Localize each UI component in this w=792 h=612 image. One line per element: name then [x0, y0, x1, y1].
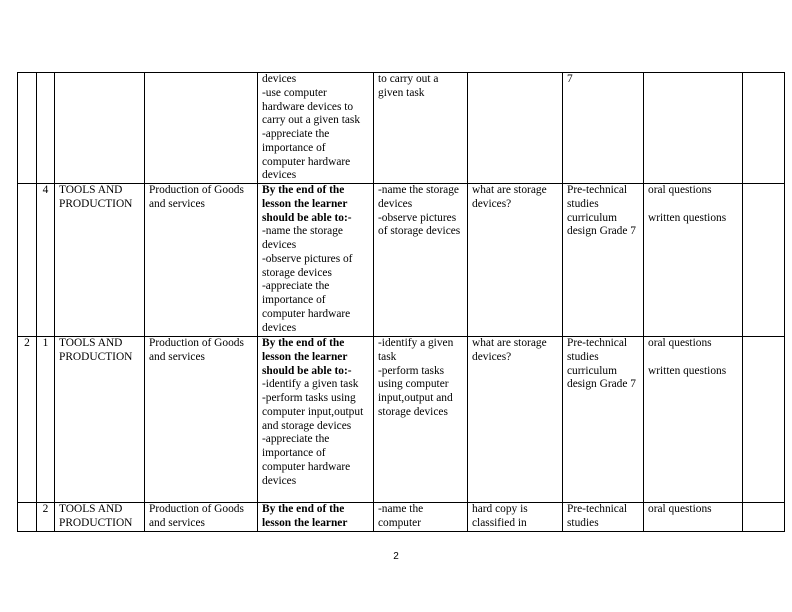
assessment-cell: [644, 184, 743, 337]
cell-text: TOOLS AND PRODUCTION: [59, 184, 133, 210]
cell-text: -name the storage devices: [262, 225, 343, 251]
week-cell: [18, 73, 37, 184]
cell-text: -use computer hardware devices to carry out a given task: [262, 86, 361, 127]
cell-text: 2: [24, 337, 30, 349]
cell-text: what are storage devices?: [472, 184, 547, 210]
cell-text: TOOLS AND PRODUCTION: [59, 337, 133, 363]
inquiry-question-cell: [468, 73, 563, 184]
cell-text: 2: [42, 503, 49, 515]
table-row: [18, 184, 785, 337]
cell-text: written questions: [648, 211, 727, 224]
sub-strand-cell: [145, 503, 258, 532]
page-number: 2: [393, 551, 399, 562]
cell-text: -appreciate the importance of computer hardware devices: [262, 280, 351, 334]
sub-strand-cell: [145, 337, 258, 503]
cell-text: -observe pictures of storage devices: [378, 211, 461, 238]
week-cell: [18, 184, 37, 337]
assessment-cell: [644, 503, 743, 532]
learning-activities-cell: [374, 184, 468, 337]
learning-outcomes-cell: [258, 503, 374, 532]
cell-text: Production of Goods and services: [149, 503, 244, 529]
lesson-cell: [37, 73, 55, 184]
lesson-cell: [37, 503, 55, 532]
inquiry-question-cell: [468, 184, 563, 337]
cell-text: what are storage devices?: [472, 337, 547, 363]
strand-cell: [55, 337, 145, 503]
lesson-cell: [37, 184, 55, 337]
cell-text: Production of Goods and services: [149, 184, 244, 210]
cell-text: -name the storage devices: [378, 184, 459, 210]
cell-text: -identify a given task: [262, 378, 359, 391]
learning-activities-cell: [374, 503, 468, 532]
strand-cell: [55, 503, 145, 532]
cell-text: hard copy is classified in: [472, 503, 528, 529]
inquiry-question-cell: [468, 337, 563, 503]
sub-strand-cell: [145, 184, 258, 337]
cell-text: oral questions: [648, 503, 712, 515]
sub-strand-cell: [145, 73, 258, 184]
week-cell: [18, 337, 37, 503]
remarks-cell: [743, 184, 785, 337]
cell-text: 1: [42, 337, 49, 349]
learning-activities-cell: [374, 73, 468, 184]
cell-text: -identify a given task: [378, 337, 454, 363]
cell-text: -appreciate the importance of computer hardware devices: [262, 433, 351, 487]
remarks-cell: [743, 503, 785, 532]
cell-text: 4: [42, 184, 49, 196]
cell-text: TOOLS AND PRODUCTION: [59, 503, 133, 529]
cell-text: Production of Goods and services: [149, 337, 244, 363]
outcomes-title: By the end of the lesson the learner: [262, 503, 348, 529]
learning-activities-cell: [374, 337, 468, 503]
learning-outcomes-cell: [258, 337, 374, 503]
resources-cell: [563, 184, 644, 337]
cell-text: oral questions: [648, 184, 712, 196]
remarks-cell: [743, 337, 785, 503]
cell-text: written questions: [648, 364, 727, 377]
lesson-cell: [37, 337, 55, 503]
cell-text: -observe pictures of storage devices: [262, 252, 353, 279]
resources-cell: [563, 337, 644, 503]
table-row: [18, 337, 785, 503]
cell-text: oral questions: [648, 337, 712, 349]
assessment-cell: [644, 73, 743, 184]
scheme-of-work-table: [17, 72, 785, 532]
cell-text: -perform tasks using computer input,output and storage devices: [262, 392, 364, 432]
cell-text: Pre-technical studies curriculum design Grade 7: [567, 184, 636, 238]
strand-cell: [55, 184, 145, 337]
resources-cell: [563, 503, 644, 532]
cell-text: -appreciate the importance of computer hardware devices: [262, 128, 351, 182]
cell-text: devices: [262, 73, 297, 85]
learning-outcomes-cell: [258, 73, 374, 184]
outcomes-title: By the end of the lesson the learner should be able to:-: [262, 184, 352, 224]
resources-cell: [563, 73, 644, 184]
outcomes-title: By the end of the lesson the learner should be able to:-: [262, 337, 352, 377]
cell-text: 7: [567, 73, 573, 85]
cell-text: -name the computer: [378, 503, 424, 529]
cell-text: -perform tasks using computer input,output and storage devices: [378, 364, 453, 418]
remarks-cell: [743, 73, 785, 184]
strand-cell: [55, 73, 145, 184]
table-row: [18, 503, 785, 532]
week-cell: [18, 503, 37, 532]
table-row: [18, 73, 785, 184]
cell-text: Pre-technical studies: [567, 503, 628, 529]
cell-text: Pre-technical studies curriculum design Grade 7: [567, 337, 636, 391]
inquiry-question-cell: [468, 503, 563, 532]
assessment-cell: [644, 337, 743, 503]
learning-outcomes-cell: [258, 184, 374, 337]
cell-text: to carry out a given task: [378, 73, 439, 99]
